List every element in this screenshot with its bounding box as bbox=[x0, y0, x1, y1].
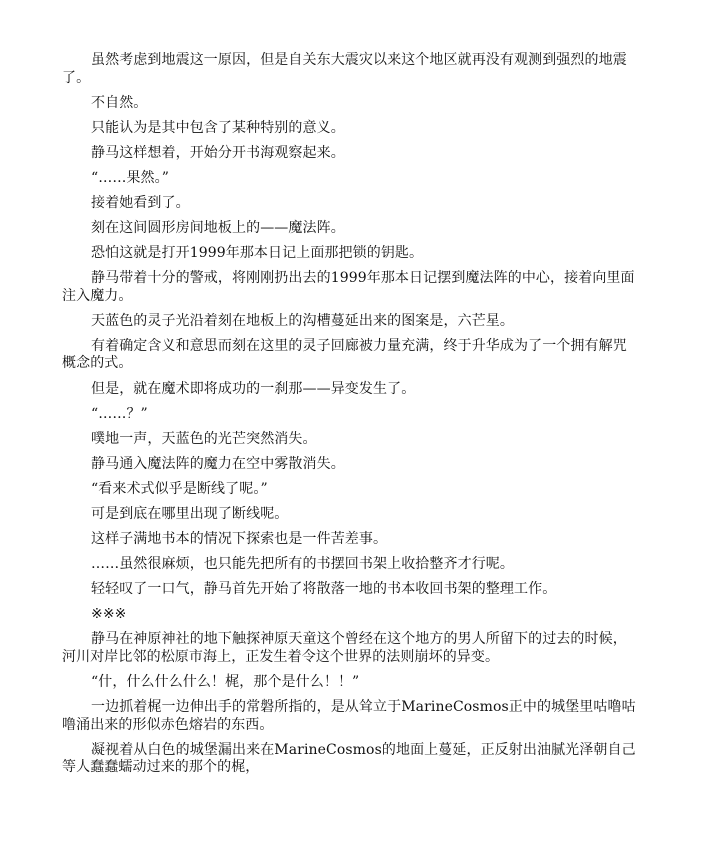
paragraph: 不自然。 bbox=[91, 94, 148, 111]
paragraph: “什，什么什么什么！梶，那个是什么！！” bbox=[91, 674, 360, 691]
paragraph: 静马在神原神社的地下触探神原天童这个曾经在这个地方的男人所留下的过去的时候，河川对岸比邻的松原市海上，正发生着令这个世界的法则崩坏的异变。 bbox=[62, 631, 627, 665]
paragraph: 刻在这间圆形房间地板上的——魔法阵。 bbox=[91, 220, 345, 237]
paragraph: 天蓝色的灵子光沿着刻在地板上的沟槽蔓延出来的图案是，六芒星。 bbox=[91, 312, 514, 329]
paragraph: 有着确定含义和意思而刻在这里的灵子回廊被力量充满，终于升华成为了一个拥有解咒概念的式。 bbox=[62, 337, 627, 372]
section-break: ※※※ bbox=[91, 606, 127, 623]
paragraph: 虽然考虑到地震这一原因，但是自关东大震灾以来这个地区就再没有观测到强烈的地震了。 bbox=[62, 52, 627, 86]
paragraph: 凝视着从白色的城堡漏出来在MarineCosmos的地面上蔓延，正反射出油腻光泽朝自己等人蠢蠢蠕动过来的那个的梶， bbox=[62, 741, 636, 776]
paragraph: 静马这样想着，开始分开书海观察起来。 bbox=[91, 144, 345, 161]
paragraph: 但是，就在魔术即将成功的一刹那——异变发生了。 bbox=[91, 380, 416, 397]
paragraph: ……虽然很麻烦，也只能先把所有的书摆回书架上收拾整齐才行呢。 bbox=[91, 556, 514, 573]
paragraph: 恐怕这就是打开1999年那本日记上面那把锁的钥匙。 bbox=[91, 245, 424, 262]
paragraph: 一边抓着梶一边伸出手的常磐所指的，是从耸立于MarineCosmos正中的城堡里咕噜咕噜涌出来的形似赤色熔岩的东西。 bbox=[62, 699, 636, 733]
paragraph: 静马通入魔法阵的魔力在空中雾散消失。 bbox=[91, 455, 345, 472]
paragraph: 可是到底在哪里出现了断线呢。 bbox=[91, 506, 289, 522]
paragraph: 噗地一声，天蓝色的光芒突然消失。 bbox=[91, 430, 317, 447]
paragraph: “……？” bbox=[91, 405, 148, 422]
paragraph: “……果然。” bbox=[91, 169, 170, 186]
paragraph: 只能认为是其中包含了某种特别的意义。 bbox=[91, 119, 345, 136]
paragraph: “看来术式似乎是断线了呢。” bbox=[91, 480, 268, 497]
paragraph: 接着她看到了。 bbox=[91, 194, 190, 211]
paragraph: 轻轻叹了一口气，静马首先开始了将散落一地的书本收回书架的整理工作。 bbox=[91, 581, 557, 598]
paragraph: 这样子满地书本的情况下探索也是一件苦差事。 bbox=[91, 531, 388, 548]
paragraph: 静马带着十分的警戒，将刚刚扔出去的1999年那本日记摆到魔法阵的中心，接着向里面注入魔力。 bbox=[62, 270, 635, 304]
